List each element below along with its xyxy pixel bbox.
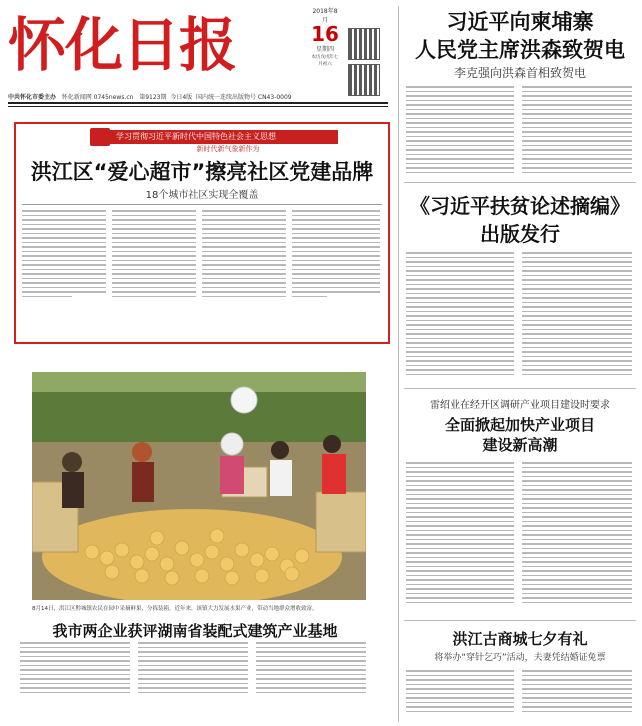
qr-code-icon [348, 28, 380, 60]
lead-body-col1 [22, 210, 106, 300]
lead-subhead: 18个城市社区实现全覆盖 [145, 190, 259, 201]
story2-body-col2 [522, 252, 632, 378]
story4-subhead: 将举办“穿针乞巧”活动，夫妻凭结婚证免票 [434, 653, 606, 663]
lead-headline: 洪江区“爱心超市”擦亮社区党建品牌 [30, 160, 374, 184]
masthead-rule-thin [8, 106, 388, 107]
publication-info [8, 92, 388, 101]
lead-banner: 学习贯彻习近平新时代中国特色社会主义思想 [108, 130, 338, 144]
story1-body-col1 [406, 86, 514, 176]
story3-body-col1 [406, 462, 514, 606]
lead-body-col3 [202, 210, 286, 300]
date-box [310, 6, 340, 67]
story-divider [404, 620, 636, 621]
story3-body-col2 [522, 462, 632, 606]
story1-headline-line2: 人民党主席洪森致贺电 [415, 38, 625, 62]
bottom-body-col2 [138, 642, 248, 696]
bottom-body-col1 [20, 642, 130, 696]
story4-headline: 洪江古商城七夕有礼 [452, 630, 588, 648]
story2-body-col1 [406, 252, 514, 378]
story2-headline-line1: 《习近平扶贫论述摘编》 [410, 194, 630, 218]
story-divider [404, 388, 636, 389]
publisher: 中共怀化市委主办 [8, 94, 57, 101]
date-day: 16 [311, 22, 339, 46]
date-weekday: 星期四 [315, 46, 334, 53]
date-lunar: 农历戊戌年七月初六 [311, 55, 339, 67]
story3-headline-line2: 建设新高潮 [482, 436, 558, 454]
website: 怀化新闻网 0745news.cn [61, 94, 134, 101]
banner-emblem-icon [90, 128, 110, 146]
story3-kicker: 雷绍业在经开区调研产业项目建设时要求 [430, 400, 610, 411]
bottom-body-col3 [256, 642, 366, 696]
story-divider [404, 182, 636, 183]
issue-number: 第9123期 [139, 94, 167, 101]
news-photo [32, 372, 366, 600]
story4-body-col2 [522, 670, 632, 715]
column-divider [398, 6, 399, 722]
bottom-headline: 我市两企业获评湖南省装配式建筑产业基地 [52, 622, 338, 640]
cn-code: 国内统一连续出版物号 CN43-0009 [195, 94, 292, 101]
story3-headline-line1: 全面掀起加快产业项目 [444, 416, 595, 434]
lead-sub-banner: 新时代新气象新作为 [196, 145, 260, 153]
date-year-month: 2018年8月 [312, 8, 338, 24]
story1-body-col2 [522, 86, 632, 176]
story2-headline-line2: 出版发行 [480, 222, 560, 246]
story4-body-col1 [406, 670, 514, 715]
story1-subhead: 李克强向洪森首相致贺电 [453, 66, 586, 80]
story1-headline-line1: 习近平向柬埔寨 [446, 10, 594, 34]
lead-body-col4 [292, 210, 380, 300]
masthead-rule [8, 102, 388, 104]
lead-body-col2 [112, 210, 196, 300]
masthead-title: 怀化日报 [8, 11, 237, 79]
photo-caption: 8月14日，洪江区黔城镇农民在园中采摘鲜果，分拣装箱。近年来，该镇大力发展水果产业，带动当地群众增收致富。 [32, 606, 318, 612]
lead-divider [22, 204, 382, 205]
page-count: 今日4版 [170, 94, 193, 101]
